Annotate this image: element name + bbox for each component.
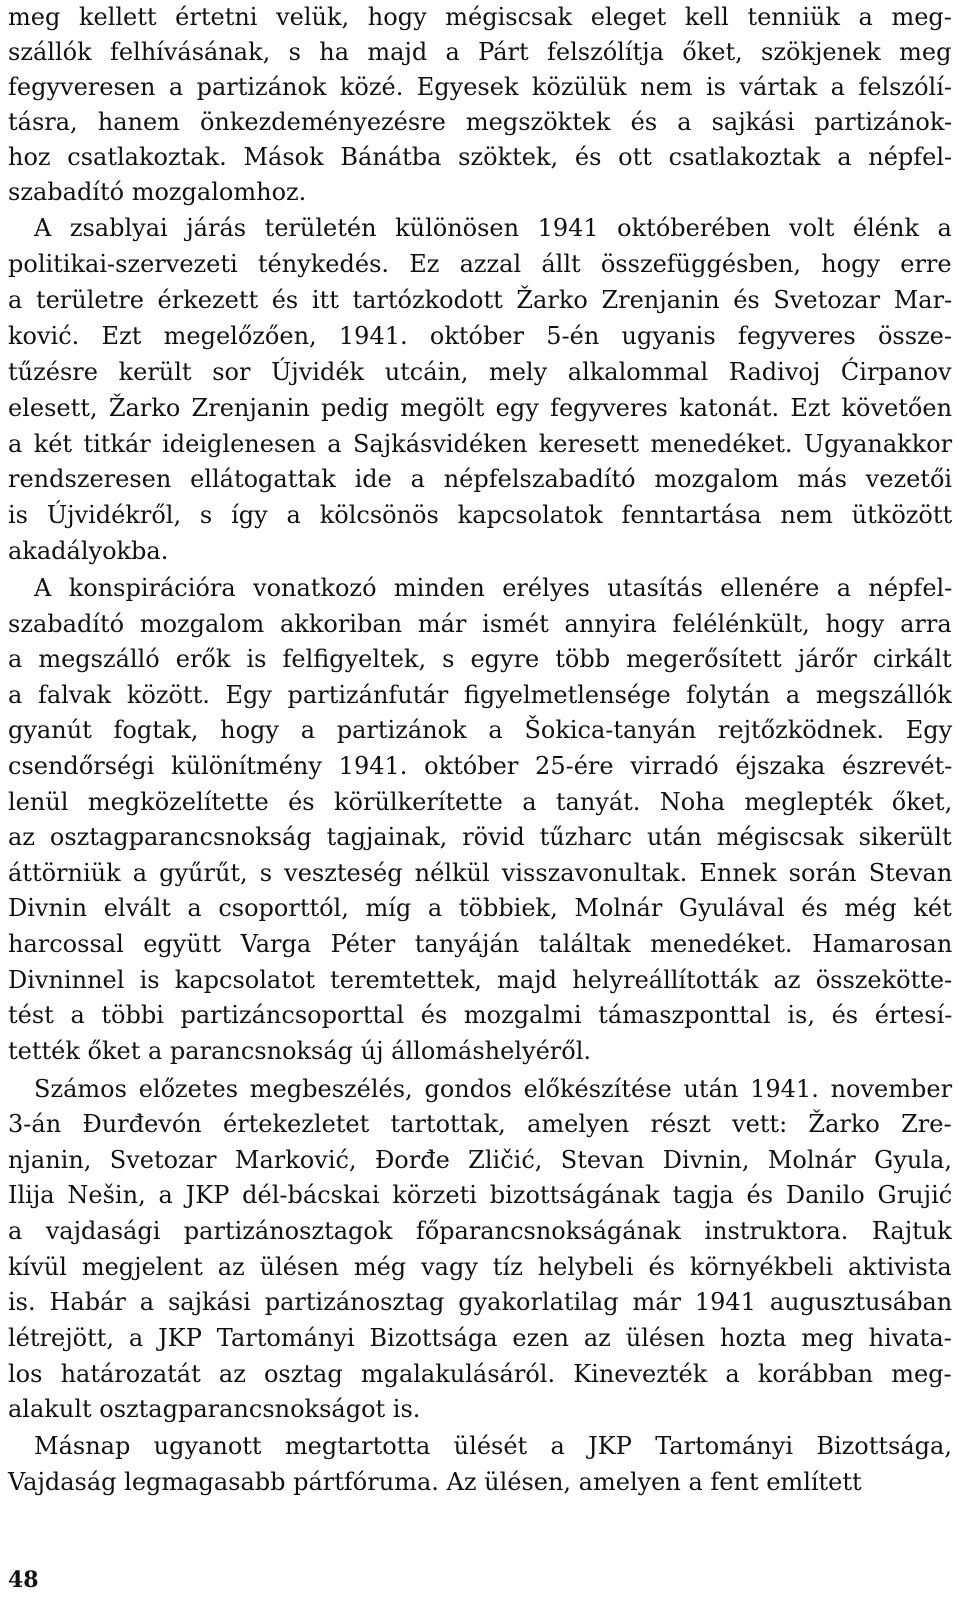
text-line: akadályokba. bbox=[8, 537, 169, 565]
text-line: njanin, Svetozar Marković, Đorđe Zličić, Stevan Divnin, Molnár Gyula, bbox=[8, 1146, 952, 1174]
text-line: tűzésre került sor Újvidék utcáin, mely alkalommal Radivoj Ćirpanov bbox=[8, 358, 952, 386]
text-line: is Újvidékről, s így a kölcsönös kapcsolatok fenntartása nem ütközött bbox=[8, 501, 953, 529]
text-line: alakult osztagparancsnokságot is. bbox=[8, 1395, 421, 1423]
text-line: elesett, Žarko Zrenjanin pedig megölt egy fegyveres katonát. Ezt követően bbox=[8, 394, 953, 422]
text-line: tásra, hanem önkezdeményezésre megszöktek és a sajkási partizánok- bbox=[8, 108, 953, 136]
text-line: az osztagparancsnokság tagjainak, rövid tűzharc után mégiscsak sikerült bbox=[8, 823, 952, 851]
text-line: gyanút fogtak, hogy a partizánok a Šokica-tanyán rejtőzködnek. Egy bbox=[8, 716, 953, 744]
text-line: Számos előzetes megbeszélés, gondos előkészítése után 1941. november bbox=[34, 1075, 953, 1103]
text-line: tést a többi partizáncsoporttal és mozgalmi támaszponttal is, és értesí- bbox=[8, 1001, 953, 1029]
text-line: Ilija Nešin, a JKP dél-bácskai körzeti bizottságának tagja és Danilo Grujić bbox=[8, 1181, 953, 1209]
text-line: fegyveresen a partizánok közé. Egyesek közülük nem is vártak a felszólí- bbox=[8, 73, 953, 101]
text-line: Vajdaság legmagasabb pártfóruma. Az ülésen, amelyen a fent említett bbox=[8, 1468, 862, 1496]
text-line: a két titkár ideiglenesen a Sajkásvidéken keresett menedéket. Ugyanakkor bbox=[8, 430, 953, 458]
text-line: A zsablyai járás területén különösen 1941 októberében volt élénk a bbox=[34, 214, 952, 242]
text-line: szabadító mozgalom akkoriban már ismét annyira felélénkült, hogy arra bbox=[8, 610, 952, 638]
page-number: 48 bbox=[8, 1567, 39, 1593]
text-line: is. Habár a sajkási partizánosztag gyakorlatilag már 1941 augusztusában bbox=[8, 1288, 953, 1316]
text-line: politikai-szervezeti ténykedés. Ez azzal állt összefüggésben, hogy erre bbox=[8, 250, 952, 278]
text-line: a területre érkezett és itt tartózkodott Žarko Zrenjanin és Svetozar Mar- bbox=[8, 286, 953, 314]
text-line: lenül megközelítette és körülkerítette a tanyát. Noha meglepték őket, bbox=[8, 788, 953, 816]
text-line: harcossal együtt Varga Péter tanyáján találtak menedéket. Hamarosan bbox=[8, 930, 953, 958]
text-line: Másnap ugyanott megtartotta ülését a JKP Tartományi Bizottsága, bbox=[34, 1432, 952, 1460]
text-line: 3-án Đurđevón értekezletet tartottak, amelyen részt vett: Žarko Zre- bbox=[8, 1110, 952, 1138]
text-line: tették őket a parancsnokság új állomáshelyéről. bbox=[8, 1037, 591, 1065]
text-line: a megszálló erők is felfigyeltek, s egyre több megerősített járőr cirkált bbox=[8, 645, 952, 673]
text-line: Divnin elvált a csoporttól, míg a többiek, Molnár Gyulával és még két bbox=[8, 894, 952, 922]
text-line: rendszeresen ellátogattak ide a népfelszabadító mozgalom más vezetői bbox=[8, 465, 953, 493]
text-line: áttörniük a gyűrűt, s veszteség nélkül visszavonultak. Ennek során Stevan bbox=[8, 859, 953, 887]
text-line: meg kellett értetni velük, hogy mégiscsak eleget kell tenniük a meg- bbox=[8, 3, 952, 31]
text-line: a vajdasági partizánosztagok főparancsnokságának instruktora. Rajtuk bbox=[8, 1217, 952, 1245]
text-line: szállók felhívásának, s ha majd a Párt felszólítja őket, szökjenek meg bbox=[8, 38, 952, 66]
text-line: kívül megjelent az ülésen még vagy tíz helybeli és környékbeli aktivista bbox=[8, 1253, 952, 1281]
text-line: létrejött, a JKP Tartományi Bizottsága ezen az ülésen hozta meg hivata- bbox=[8, 1324, 952, 1352]
text-line: hoz csatlakoztak. Mások Bánátba szöktek, és ott csatlakoztak a népfel- bbox=[8, 143, 953, 171]
text-line: csendőrségi különítmény 1941. október 25-ére virradó éjszaka észrevét- bbox=[8, 752, 953, 780]
text-line: ković. Ezt megelőzően, 1941. október 5-én ugyanis fegyveres össze- bbox=[8, 322, 952, 350]
text-line: A konspirációra vonatkozó minden erélyes utasítás ellenére a népfel- bbox=[34, 574, 953, 602]
text-line: los határozatát az osztag mgalakulásáról. Kinevezték a korábban meg- bbox=[8, 1360, 952, 1388]
text-line: a falvak között. Egy partizánfutár figyelmetlensége folytán a megszállók bbox=[8, 681, 952, 709]
text-line: Divninnel is kapcsolatot teremtettek, majd helyreállították az összekötte- bbox=[8, 966, 953, 994]
text-line: szabadító mozgalomhoz. bbox=[8, 178, 307, 206]
